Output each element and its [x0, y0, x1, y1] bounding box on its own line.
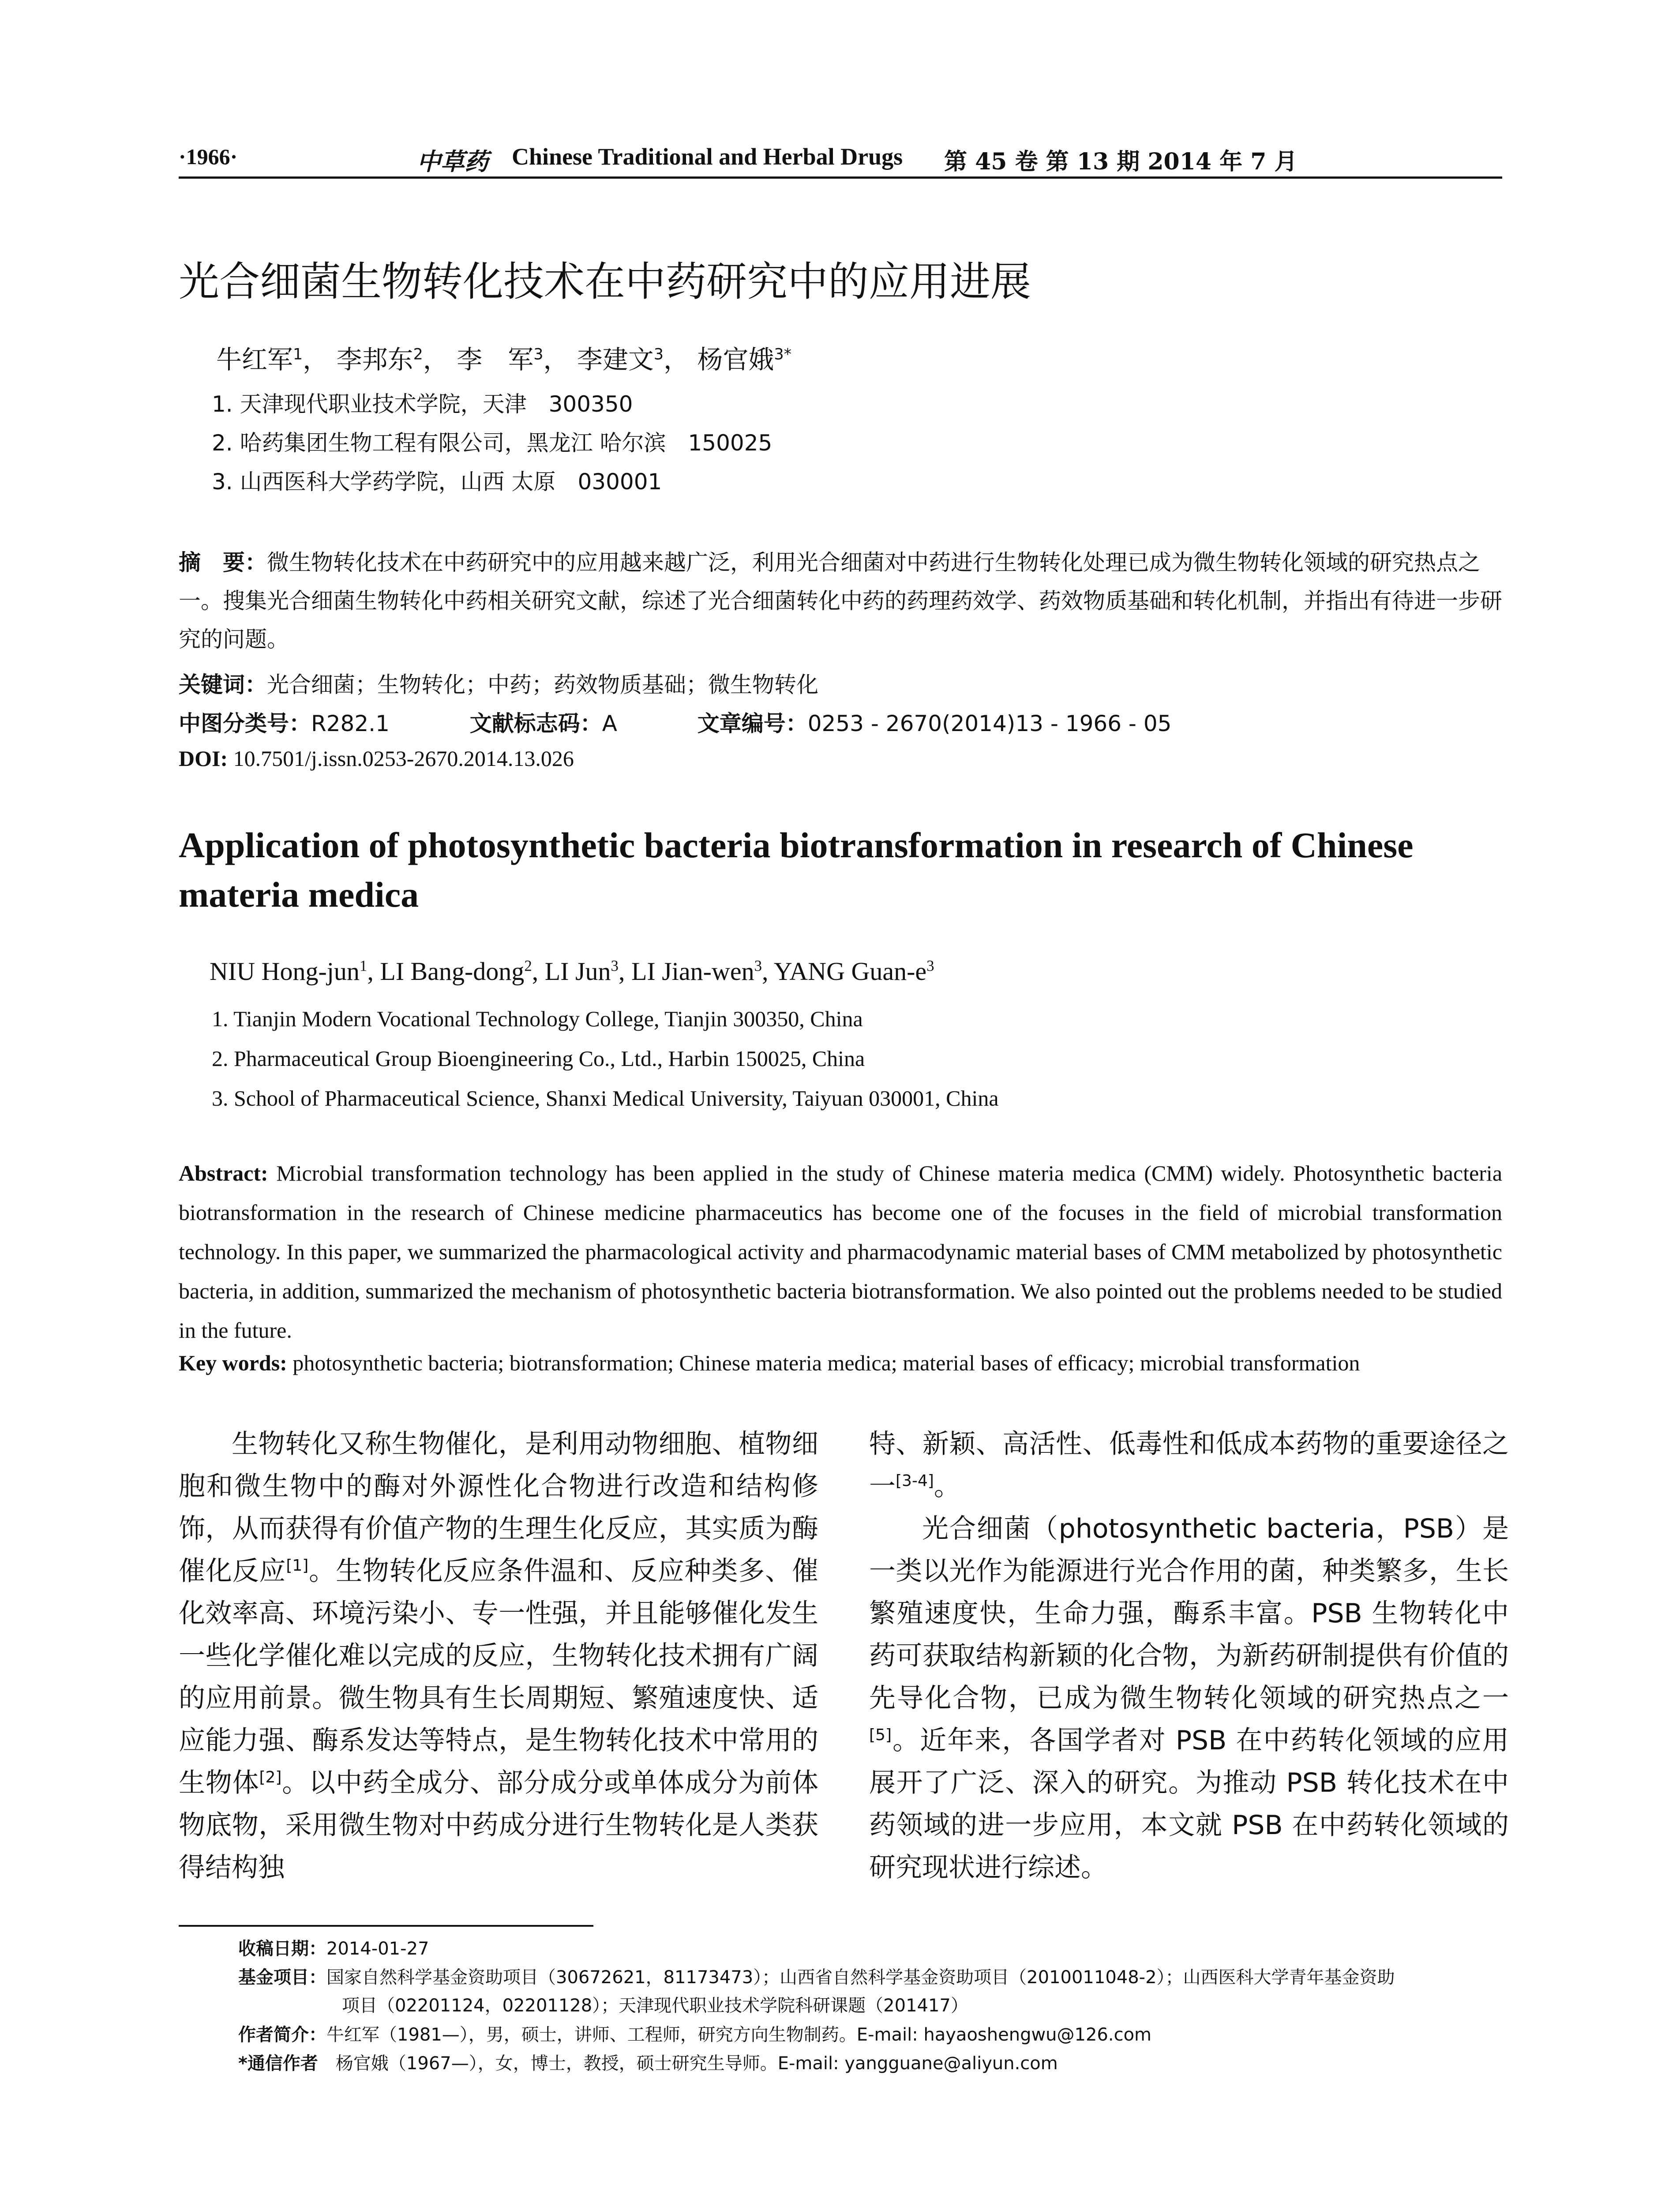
- abstract-en-text: Microbial transformation technology has been applied in the study of Chinese materia medica (CMM) widely. Photosynthetic bacteria biotransformation in the research of Chinese medicine pharmaceutics has become one of the focuses in the field of microbial transformation technology. In this paper, we summarized the pharmacological activity and pharmacodynamic material bases of CMM metabolized by photosynthetic bacteria, in addition, summarized the mechanism of photosynthetic bacteria biotransformation. We also pointed out the problems needed to be studied in the future.: [179, 1161, 1503, 1343]
- footnote-received: 收稿日期：2014-01-27: [238, 1939, 429, 1959]
- body-column-right: [869, 1423, 1509, 1889]
- author-cn: 牛红军$^1$，: [216, 345, 329, 375]
- footnote-fund: 基金项目：国家自然科学基金资助项目（30672621，81173473）；山西省自然科学基金资助项目（2010011048-2）；山西医科大学青年基金资助 项目（02201124，02201128）；天津现代职业技术学院科研课题（201417）: [238, 1967, 1395, 2016]
- affiliation-en: 3. School of Pharmaceutical Science, Shanxi Medical University, Taiyuan 030001, China: [212, 1086, 999, 1111]
- abstract-en-label: Abstract:: [179, 1161, 268, 1186]
- citation[interactable]: [1]: [286, 1557, 309, 1575]
- abstract-cn-text: 微生物转化技术在中药研究中的应用越来越广泛，利用光合细菌对中药进行生物转化处理已成为微生物转化领域的研究热点之一。搜集光合细菌生物转化中药相关研究文献，综述了光合细菌转化中药的药理药效学、药效物质基础和转化机制，并指出有待进一步研究的问题。: [179, 550, 1502, 652]
- abstract-cn: [179, 544, 1502, 659]
- footnote-rule: [179, 1925, 593, 1927]
- author-en: LI Jian-wen$^3$,: [631, 957, 774, 986]
- keywords-cn: 关键词：光合细菌；生物转化；中药；药效物质基础；微生物转化: [179, 672, 818, 698]
- keywords-en: Key words: photosynthetic bacteria; biotransformation; Chinese materia medica; material bases of efficacy; microbial transformation: [179, 1351, 1360, 1375]
- author-cn: 李建文$^3$，: [577, 345, 689, 375]
- affiliation-en: 2. Pharmaceutical Group Bioengineering Co., Ltd., Harbin 150025, China: [212, 1046, 865, 1071]
- affiliation-cn: 3. 山西医科大学药学院，山西 太原 030001: [212, 469, 662, 495]
- abstract-en: [179, 1154, 1502, 1350]
- title-en: Application of photosynthetic bacteria biotransformation in research of Chinese materia medica: [179, 825, 1414, 915]
- footnote-corresponding: *通信作者 杨官娥（1967—），女，博士，教授，硕士研究生导师。E-mail: yangguane@aliyun.com: [238, 2053, 1058, 2074]
- affiliation-en: 1. Tianjin Modern Vocational Technology College, Tianjin 300350, China: [212, 1006, 863, 1031]
- author-en: YANG Guan-$e^3$: [773, 957, 934, 986]
- journal-name-en: Chinese Traditional and Herbal Drugs: [512, 143, 903, 170]
- page-number: ·1966·: [179, 144, 238, 169]
- author-en: LI Bang-dong$^2$,: [380, 957, 545, 986]
- body-column-left: [179, 1423, 818, 1889]
- author-en: NIU Hong-jun$^1$,: [210, 957, 380, 986]
- authors-cn: [216, 339, 791, 376]
- author-cn: 李邦东$^2$，: [336, 345, 449, 375]
- title-cn: 光合细菌生物转化技术在中药研究中的应用进展: [179, 258, 1031, 305]
- doi-line: DOI: 10.7501/j.issn.0253-2670.2014.13.026: [179, 746, 574, 771]
- affiliation-cn: 1. 天津现代职业技术学院，天津 300350: [212, 391, 633, 417]
- citation[interactable]: [5]: [869, 1726, 892, 1744]
- author-cn: 李 军$^3$，: [457, 345, 569, 375]
- journal-name-cn: 中草药: [417, 147, 488, 176]
- abstract-cn-label: 摘 要：: [179, 550, 267, 575]
- issue-info: 第 45 卷 第 13 期 2014 年 7 月: [944, 148, 1298, 175]
- body-paragraph: 光合细菌（photosynthetic bacteria，PSB）是一类以光作为能源进行光合作用的菌，种类繁多，生长繁殖速度快，生命力强，酶系丰富。PSB 生物转化中药可获取结构新颖的化合物，为新药研制提供有价值的先导化合物，已成为微生物转化领域的研究热点之一[5]。近年来，各国学者对 PSB 在中药转化领域的应用展开了广泛、深入的研究。为推动 PSB 转化技术在中药领域的进一步应用，本文就 PSB 在中药转化领域的研究现状进行综述。: [869, 1513, 1509, 1883]
- citation[interactable]: [2]: [259, 1768, 282, 1786]
- footnote-author: 作者简介：牛红军（1981—），男，硕士，讲师、工程师，研究方向生物制药。E-mail: hayaoshengwu@126.com: [238, 2025, 1152, 2045]
- authors-en: [210, 957, 934, 986]
- header-rule: [179, 176, 1502, 179]
- body-paragraph-continued: 特、新颖、高活性、低毒性和低成本药物的重要途径之一[3-4]。: [869, 1429, 1509, 1502]
- affiliation-cn: 2. 哈药集团生物工程有限公司，黑龙江 哈尔滨 150025: [212, 430, 772, 456]
- author-en: LI Jun$^3$,: [544, 957, 631, 986]
- citation[interactable]: [3-4]: [896, 1472, 934, 1490]
- body-paragraph: 生物转化又称生物催化，是利用动物细胞、植物细胞和微生物中的酶对外源性化合物进行改造和结构修饰，从而获得有价值产物的生理生化反应，其实质为酶催化反应[1]。生物转化反应条件温和、反应种类多、催化效率高、环境污染小、专一性强，并且能够催化发生一些化学催化难以完成的反应，生物转化技术拥有广阔的应用前景。微生物具有生长周期短、繁殖速度快、适应能力强、酶系发达等特点，是生物转化技术中常用的生物体[2]。以中药全成分、部分成分或单体成分为前体物底物，采用微生物对中药成分进行生物转化是人类获得结构独: [179, 1429, 819, 1883]
- author-cn: 杨官娥$^{3*}$: [697, 345, 791, 375]
- classification-line: 中图分类号：R282.1 文献标志码：A 文章编号：0253 - 2670(2014)13 - 1966 - 05: [179, 711, 1172, 736]
